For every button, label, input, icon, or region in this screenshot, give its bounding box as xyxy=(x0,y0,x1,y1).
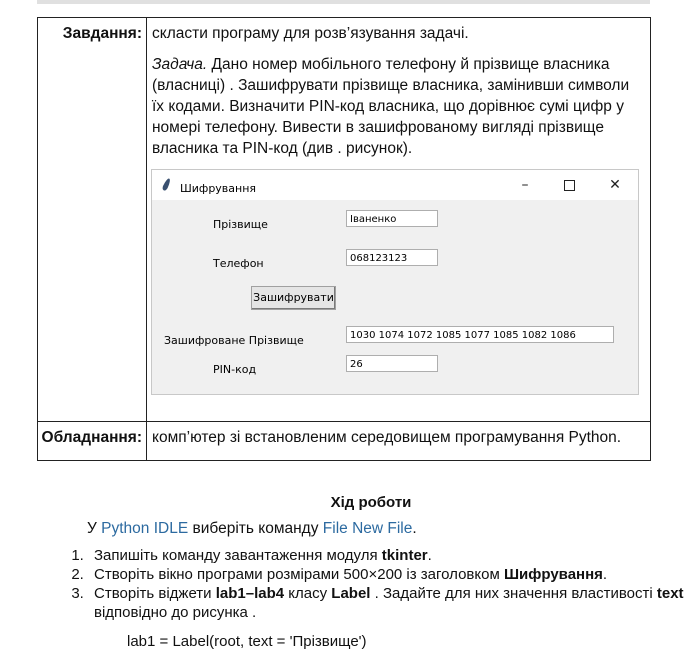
feather-icon xyxy=(161,178,171,192)
list-item xyxy=(88,565,686,584)
task-description xyxy=(152,54,644,159)
step-text-end: . xyxy=(427,547,432,564)
step-bold: lab1–lab4 xyxy=(215,585,285,602)
minimize-icon[interactable]: – xyxy=(521,177,529,193)
phone-entry[interactable]: 068123123 xyxy=(346,249,438,266)
procedure-title: Хід роботи xyxy=(330,494,412,511)
step-text: . Задайте для них значення властивості xyxy=(370,585,657,602)
equipment-text: комп’ютер зі встановленим середовищем програмування Python. xyxy=(147,422,651,461)
pin-label: PIN-код xyxy=(213,363,257,376)
pin-entry[interactable]: 26 xyxy=(346,355,438,372)
list-item xyxy=(88,546,686,565)
steps-list xyxy=(60,546,686,622)
surname-entry[interactable]: Іваненко xyxy=(346,210,438,227)
code-line: lab1 = Label(root, text = 'Прізвище') xyxy=(127,633,367,650)
step-text-end: відповідно до рисунка . xyxy=(94,604,257,621)
step-text: Створіть віджети xyxy=(94,585,216,602)
intro-app: Python IDLE xyxy=(101,520,189,537)
equipment-row xyxy=(38,422,651,461)
step-text: Створіть вікно програми розмірами 500×200 із заголовком xyxy=(94,566,504,583)
step-bold: tkinter xyxy=(381,547,428,564)
window-title: Шифрування xyxy=(180,182,257,195)
phone-label: Телефон xyxy=(213,257,264,270)
task-text: Дано номер мобільного телефону й прізвище власника (власниці) . Зашифрувати прізвище власника, замінивши символи їх кодами. Визначити PIN-код власника, що дорівнює сумі цифр у номері телефону. Вивести в зашифрованому вигляді прізвище власника та PIN-код (див . рисунок). xyxy=(152,56,630,157)
task-intro: скласти програму для розв’язування задачі. xyxy=(152,25,469,42)
maximize-icon[interactable] xyxy=(555,174,583,196)
encrypted-label: Зашифроване Прізвище xyxy=(164,334,304,347)
step-text: класу xyxy=(284,585,332,602)
intro-end: . xyxy=(412,520,417,537)
intro-prefix: У xyxy=(87,520,102,537)
intro-mid: виберіть команду xyxy=(188,520,323,537)
spec-table xyxy=(37,17,651,461)
encryption-window xyxy=(151,169,639,395)
procedure-intro xyxy=(87,520,417,538)
step-text-end: . xyxy=(602,566,608,583)
task-cell xyxy=(147,18,651,422)
task-label: Завдання: xyxy=(38,18,147,422)
intro-menu: File New File xyxy=(322,520,413,537)
surname-label: Прізвище xyxy=(213,218,268,231)
encrypt-button[interactable]: Зашифрувати xyxy=(251,286,336,310)
step-bold: Шифрування xyxy=(503,566,603,583)
list-item xyxy=(88,584,686,622)
equipment-label: Обладнання: xyxy=(38,422,147,461)
encrypted-entry[interactable]: 1030 1074 1072 1085 1077 1085 1082 1086 xyxy=(346,326,614,343)
step-bold: Label xyxy=(331,585,371,602)
step-text: Запишіть команду завантаження модуля xyxy=(94,547,382,564)
top-rule xyxy=(37,0,650,4)
close-icon[interactable]: ✕ xyxy=(609,177,621,193)
step-bold: text xyxy=(656,585,684,602)
task-row xyxy=(38,18,651,422)
window-titlebar xyxy=(152,170,638,200)
task-word: Задача. xyxy=(152,56,208,73)
